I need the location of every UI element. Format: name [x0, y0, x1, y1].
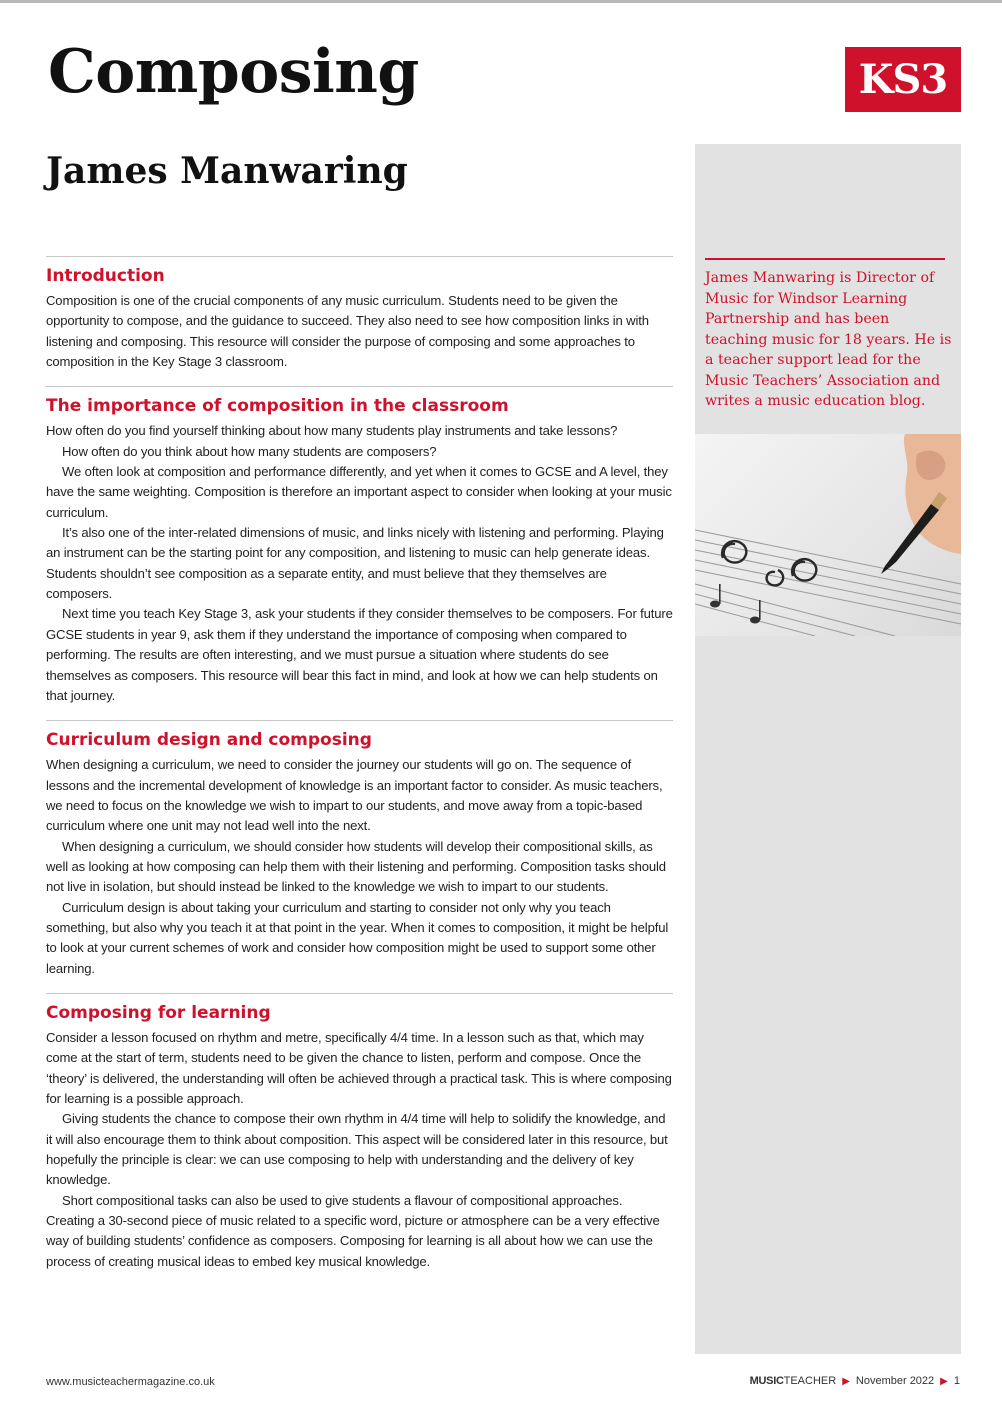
main-content [46, 256, 673, 1286]
issue-date: November 2022 [855, 1375, 935, 1387]
paragraph: Curriculum design is about taking your curriculum and starting to consider not only why you teach something, but also why you teach it at that point in the year. When it comes to composition, it might be helpful to look at your current schemes of work and consider how composition might be used to support some other learning. [46, 899, 669, 976]
section-heading: The importance of composition in the classroom [46, 396, 509, 417]
paragraph: How often do you find yourself thinking about how many students play instruments and take lessons? [46, 423, 618, 439]
key-stage-badge: KS3 [845, 47, 961, 112]
paragraph: When designing a curriculum, we need to consider the journey our students will go on. The sequence of lessons and the incremental development of knowledge is an important factor to consider. As music teachers, we need to focus on the knowledge we wish to impart to our students, and move away from a topic-based curriculum where one unit may not lead well into the next. [46, 757, 663, 834]
top-rule [0, 0, 1002, 3]
bio-divider [705, 258, 945, 260]
paragraph: Composition is one of the crucial components of any music curriculum. Students need to be given the opportunity to compose, and the guidance to succeed. They also need to see how composition links in with listening and composing. This resource will consider the purpose of composing and some approaches to composition in the Key Stage 3 classroom. [46, 293, 649, 370]
footer-publication-info [750, 1375, 960, 1387]
music-sheet-illustration [695, 434, 961, 636]
paragraph: It’s also one of the inter-related dimensions of music, and links nicely with listening and performing. Playing an instrument can be the starting point for any composition, and listening to music can help generate ideas. Students shouldn’t see composition as a separate entity, and must believe that they themselves are composers. [46, 525, 664, 602]
paragraph: Consider a lesson focused on rhythm and metre, specifically 4/4 time. In a lesson such as that, which may come at the start of term, students need to be given the chance to listen, perform and compose. Once the ‘theory’ is delivered, the understanding will often be achieved through a practical task. This is where composing for learning is a possible approach. [46, 1029, 672, 1106]
section-heading: Composing for learning [46, 1002, 271, 1023]
author-bio: James Manwaring is Director of Music for Windsor Learning Partnership and has been teaching music for 18 years. He is a teacher support lead for the Music Teachers’ Association and writes a music education blog. [705, 270, 952, 409]
paragraph: We often look at composition and performance differently, and yet when it comes to GCSE and A level, they have the same weighting. Composition is therefore an important aspect to consider when looking at your music curriculum. [46, 464, 672, 520]
section-curriculum-design [46, 720, 673, 979]
magazine-brand: MUSICTEACHER [749, 1375, 837, 1387]
page-title: Composing [48, 37, 419, 107]
hand-writing-music-notation-image [695, 434, 961, 636]
section-introduction [46, 256, 673, 372]
paragraph: Next time you teach Key Stage 3, ask your students if they consider themselves to be composers. For future GCSE students in year 9, ask them if they understand the importance of composing when compared to performing. The results are often interesting, and we must pursue a situation where students do see themselves as composers. This resource will bear this fact in mind, and look at how we can help students on that journey. [46, 606, 673, 703]
paragraph: Giving students the chance to compose their own rhythm in 4/4 time will help to solidify the knowledge, and it will also encourage them to think about composition. This aspect will be considered later in this resource, but hopefully the principle is clear: we can use composing to help with understanding and the delivery of key knowledge. [46, 1111, 668, 1188]
section-heading: Introduction [46, 266, 165, 286]
paragraph: Short compositional tasks can also be used to give students a flavour of compositional approaches. Creating a 30-second piece of music related to a specific word, picture or atmosphere can be a very effective way of building students’ confidence as composers. Composing for learning is all about how we can use the process of creating musical ideas to embed key musical knowledge. [46, 1192, 660, 1269]
author-name: James Manwaring [46, 150, 408, 192]
paragraph: How often do you think about how many students are composers? [62, 443, 437, 459]
triangle-right-icon: ▶ [940, 1375, 948, 1387]
footer-website-link[interactable]: www.musicteachermagazine.co.uk [46, 1376, 215, 1388]
section-composing-for-learning [46, 993, 673, 1272]
paragraph: When designing a curriculum, we should consider how students will develop their compositional skills, as well as looking at how composing can help them with their listening and performing. Composition tasks should not live in isolation, but should instead be linked to the knowledge we wish to impart to our students. [46, 838, 666, 895]
page-number: 1 [953, 1375, 960, 1387]
triangle-right-icon: ▶ [842, 1375, 850, 1387]
section-heading: Curriculum design and composing [46, 730, 372, 751]
section-importance-of-composition [46, 386, 673, 706]
